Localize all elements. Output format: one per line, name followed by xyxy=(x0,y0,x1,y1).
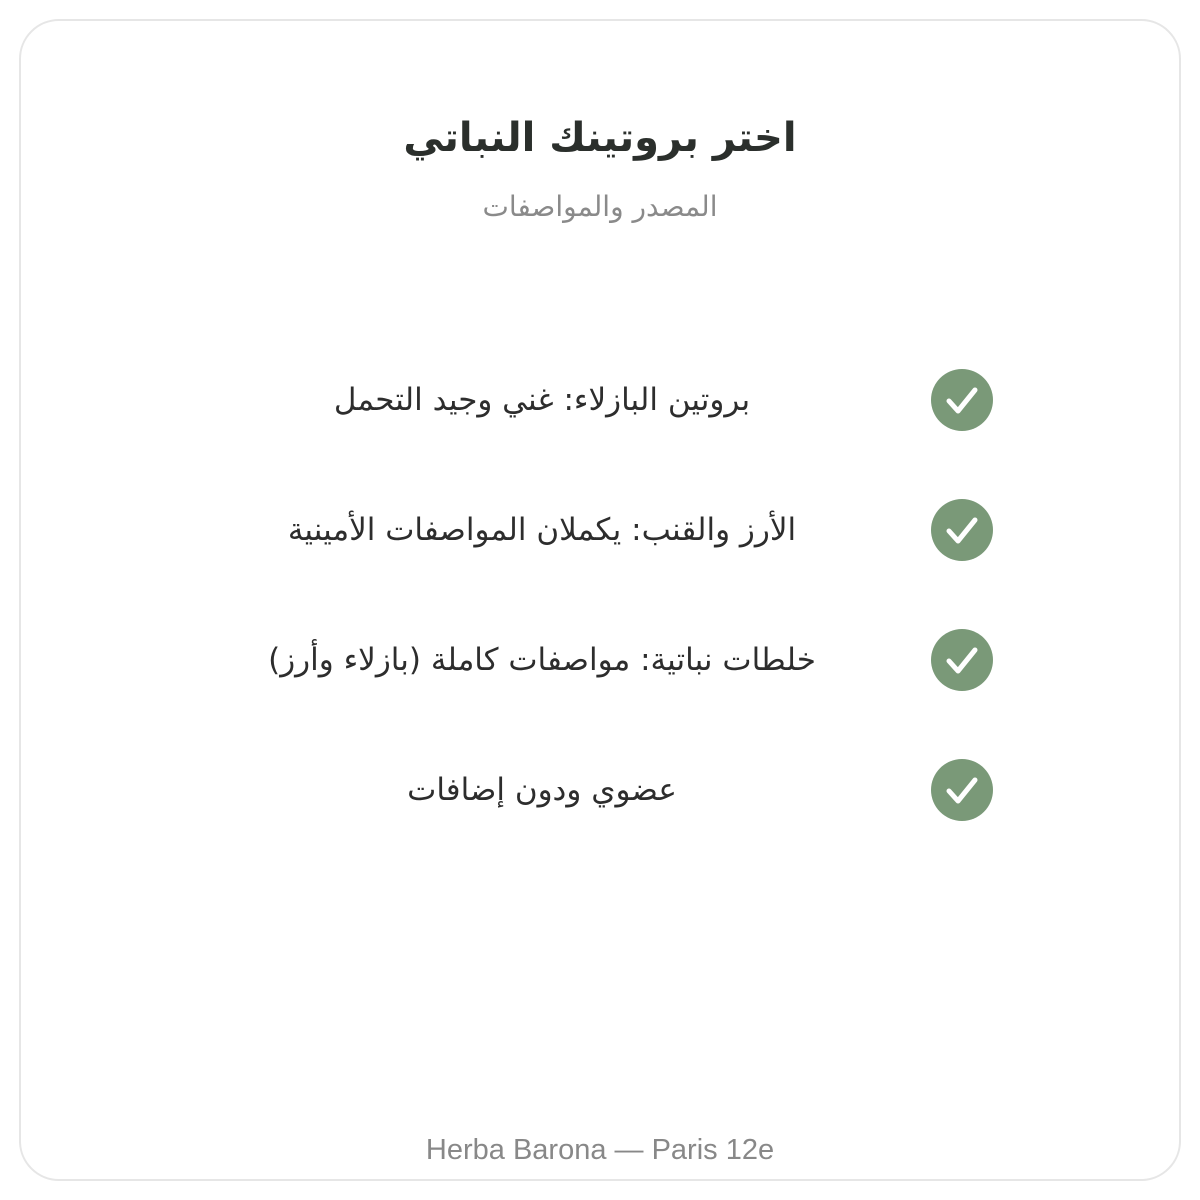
check-button[interactable] xyxy=(931,499,993,561)
list-item xyxy=(21,629,1179,691)
footer-text: Herba Barona — Paris 12e xyxy=(425,1134,775,1166)
check-button[interactable] xyxy=(931,369,993,431)
check-icon xyxy=(931,759,993,821)
item-label: خلطات نباتية: مواصفات كاملة (بازلاء وأرز) xyxy=(268,642,816,678)
item-label: عضوي ودون إضافات xyxy=(407,772,677,808)
item-label: بروتين البازلاء: غني وجيد التحمل xyxy=(333,382,751,418)
list-item xyxy=(21,759,1179,821)
list-item xyxy=(21,499,1179,561)
check-button[interactable] xyxy=(931,629,993,691)
item-label: الأرز والقنب: يكملان المواصفات الأمينية xyxy=(287,512,797,548)
check-icon xyxy=(931,629,993,691)
page-title: اختر بروتينك النباتي xyxy=(403,115,797,161)
page-subtitle: المصدر والمواصفات xyxy=(482,190,718,223)
list-item xyxy=(21,369,1179,431)
check-icon xyxy=(931,499,993,561)
check-icon xyxy=(931,369,993,431)
check-button[interactable] xyxy=(931,759,993,821)
card xyxy=(19,19,1181,1181)
